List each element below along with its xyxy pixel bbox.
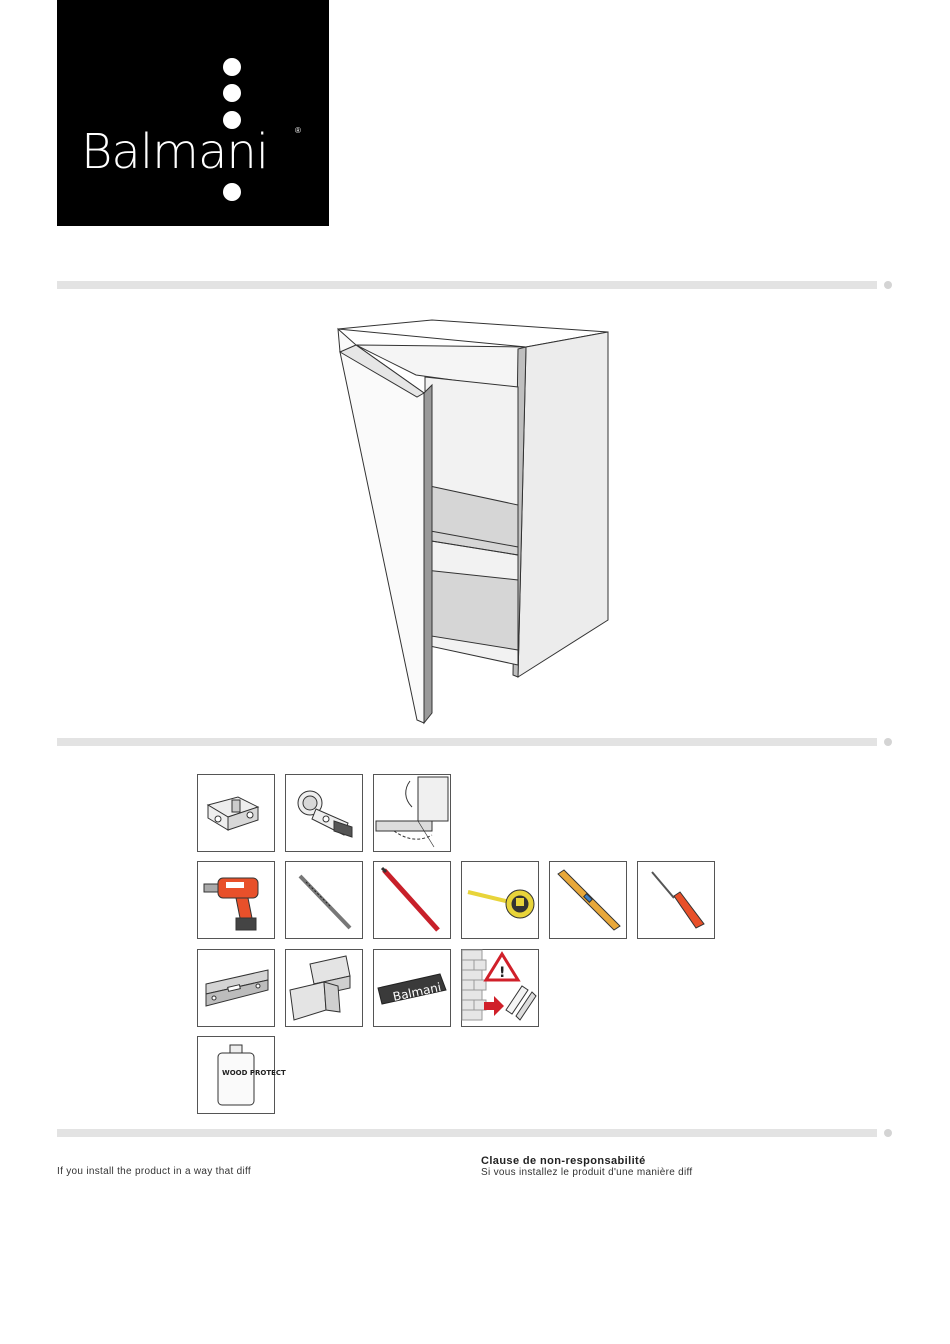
- wall-cabinet-open-door-illustration: [330, 315, 620, 727]
- pencil-icon: [373, 861, 451, 939]
- section-divider: [57, 281, 877, 289]
- logo-registered-mark: ®: [295, 126, 301, 135]
- hinge-detail-icon: [373, 774, 451, 852]
- disclaimer-french: Si vous installez le produit d'une manière diff: [481, 1167, 693, 1178]
- wood-protect-bottle-icon: [197, 1036, 286, 1114]
- tape-measure-icon: [461, 861, 539, 939]
- wall-bracket-icon: [285, 949, 363, 1027]
- balmani-label-icon: [373, 949, 451, 1027]
- svg-text:!: !: [499, 965, 506, 981]
- disclaimer-french-title: Clause de non-responsabilité: [481, 1155, 646, 1167]
- wood-protect-label: WOOD PROTECT: [222, 1069, 286, 1077]
- logo-dot: [223, 58, 241, 76]
- brand-logo: [57, 0, 329, 226]
- logo-dot: [223, 183, 241, 201]
- spirit-level-icon: [549, 861, 627, 939]
- section-divider: [57, 738, 877, 746]
- concealed-hinge-icon: [285, 774, 363, 852]
- section-divider: [57, 1129, 877, 1137]
- drill-bit-icon: [285, 861, 363, 939]
- mounting-rail-icon: [197, 949, 275, 1027]
- divider-dot: [884, 1129, 892, 1137]
- logo-dot: [223, 84, 241, 102]
- logo-wordmark: Balmani: [81, 124, 269, 180]
- hinge-mounting-plate-icon: [197, 774, 275, 852]
- disclaimer-english: If you install the product in a way that diff: [57, 1166, 251, 1177]
- balmani-label-text: Balmani: [391, 980, 443, 1004]
- cordless-drill-icon: [197, 861, 275, 939]
- divider-dot: [884, 738, 892, 746]
- screwdriver-icon: [637, 861, 715, 939]
- divider-dot: [884, 281, 892, 289]
- wall-plug-warning-icon: [461, 949, 539, 1027]
